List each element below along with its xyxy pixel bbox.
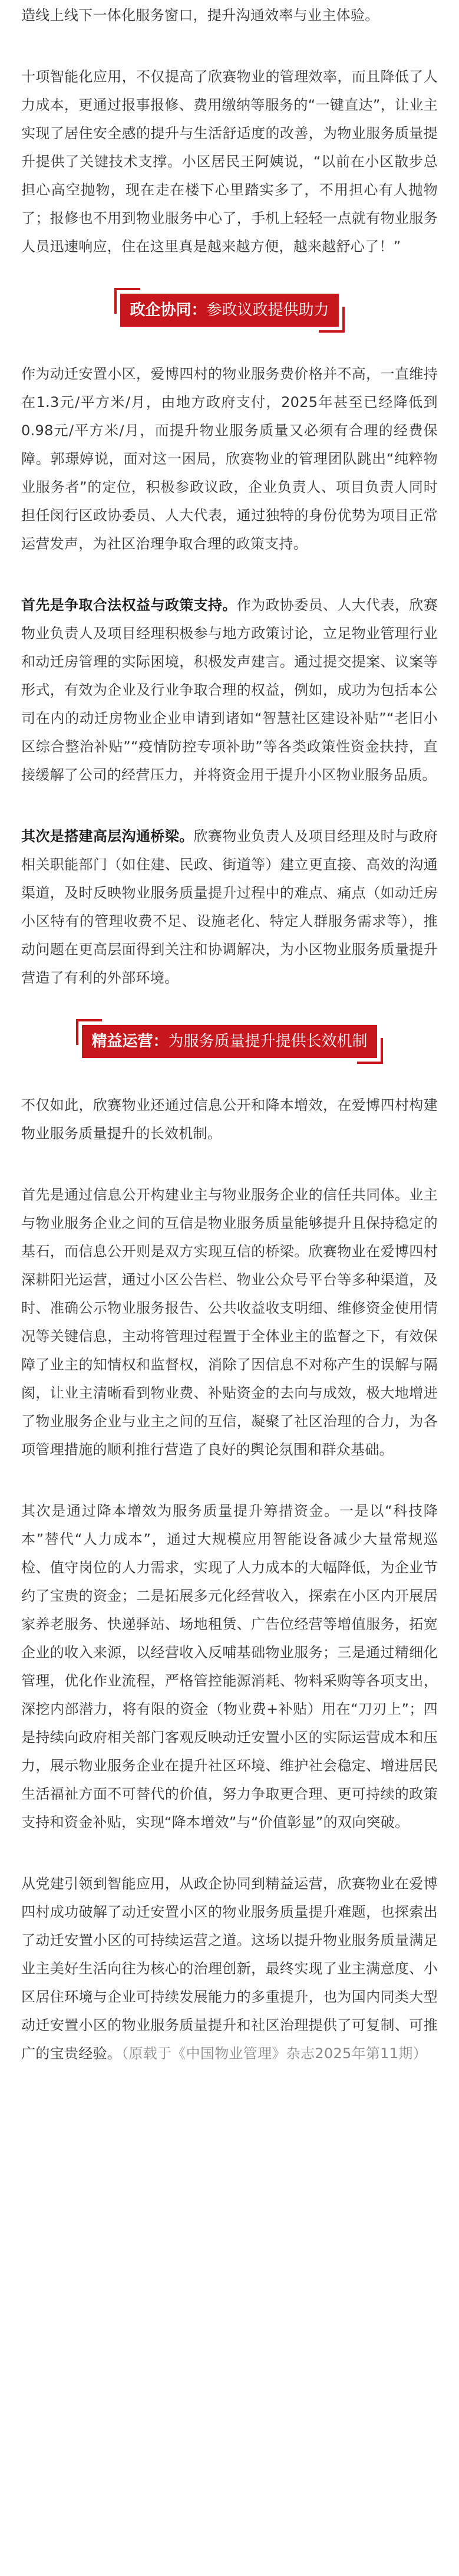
paragraph-information-disclosure: 首先是通过信息公开构建业主与物业服务企业的信任共同体。业主与物业服务企业之间的互信是物业服务质量能够提升且保持稳定的基石，而信息公开则是双方实现互信的桥梁。欣赛物业在爱博四村深耕阳光运营，通过小区公告栏、物业公众号平台等多种渠道，及时、准确公示物业服务报告、公共收益收支明细、维修资金使用情况等关键信息，主动将管理过程置于全体业主的监督之下，有效保障了业主的知情权和监督权，消除了因信息不对称产生的误解与隔阂，让业主清晰看到物业费、补贴资金的去向与成效，极大地增进了物业服务企业与业主之间的互信，凝聚了社区治理的合力，为各项管理措施的顺利推行营造了良好的舆论氛围和群众基础。 [21, 1187, 438, 1458]
paragraph-policy-support [21, 591, 438, 789]
paragraph-fee-challenge: 作为动迁安置小区，爱博四村的物业服务费价格并不高，一直维持在1.3元/平方米/月，由地方政府支付，2025年甚至已经降低到0.98元/平方米/月，而提升物业服务质量又必须有合理的经费保障。郭璟婷说，面对这一困局，欣赛物业的管理团队跳出“纯粹物业服务者”的定位，积极参政议政，企业负责人、项目负责人同时担任闵行区政协委员、人大代表，通过独特的身份优势为项目正常运营发声，为社区治理争取合理的政策支持。 [21, 366, 438, 552]
paragraph-cost-reduction: 其次是通过降本增效为服务质量提升筹措资金。一是以“科技降本”替代“人力成本”，通过大规模应用智能设备减少大量常规巡检、值守岗位的人力需求，实现了人力成本的大幅降低，为企业节约了宝贵的资金；二是拓展多元化经营收入，探索在小区内开展居家养老服务、快递驿站、场地租赁、广告位经营等增值服务，拓宽企业的收入来源，以经营收入反哺基础物业服务；三是通过精细化管理，优化作业流程，严格管控能源消耗、物料采购等各项支出，深挖内部潜力，将有限的资金（物业费+补贴）用在“刀刃上”；四是持续向政府相关部门客观反映动迁安置小区的实际运营成本和压力，展示物业服务企业在提升社区环境、维护社会稳定、增进居民生活福祉方面不可替代的价值，努力争取更合理、更可持续的政策支持和资金补贴，实现“降本增效”与“价值彰显”的双向突破。 [21, 1503, 438, 1831]
section-heading-label [82, 1025, 377, 1058]
paragraph-body-text: 欣赛物业负责人及项目经理及时与政府相关职能部门（如住建、民政、街道等）建立更直接、高效的沟通渠道，及时反映物业服务质量提升过程中的难点、痛点（如动迁房小区特有的管理收费不足、设施老化、特定人群服务需求等），推动问题在更高层面得到关注和协调解决，为小区物业服务质量提升营造了有利的外部环境。 [21, 828, 438, 986]
paragraph-long-term-mechanism: 不仅如此，欣赛物业还通过信息公开和降本增效，在爱博四村构建物业服务质量提升的长效机制。 [21, 1097, 438, 1142]
paragraph-body-text: 作为政协委员、人大代表，欣赛物业负责人及项目经理积极参与地方政策讨论，立足物业管理行业和动迁房管理的实际困境，积极发声建言。通过提交提案、议案等形式，有效为企业及行业争取合理的权益，例如，成功为包括本公司在内的动迁房物业企业申请到诸如“智慧社区建设补贴”“老旧小区综合整治补贴”“疫情防控专项补助”等各类政策性资金扶持，直接缓解了公司的经营压力，并将资金用于提升小区物业服务品质。 [21, 597, 438, 783]
paragraph-lead-bold: 首先是争取合法权益与政策支持。 [21, 597, 237, 613]
heading-prefix: 政企协同： [130, 301, 207, 319]
heading-prefix: 精益运营： [91, 1033, 169, 1050]
paragraph-communication-bridge [21, 822, 438, 992]
section-heading-label [120, 294, 338, 327]
section-heading-lean-operations [21, 1025, 438, 1058]
paragraph-lead-bold: 其次是搭建高层沟通桥梁。 [21, 828, 194, 845]
heading-text: 参政议政提供助力 [206, 301, 329, 319]
heading-text: 为服务质量提升提供长效机制 [168, 1033, 368, 1050]
paragraph-conclusion [21, 1869, 438, 2068]
paragraph-smart-apps: 十项智能化应用，不仅提高了欣赛物业的管理效率，而且降低了人力成本，更通过报事报修、费用缴纳等服务的“一键直达”，让业主实现了居住安全感的提升与生活舒适度的改善，为物业服务质量提升提供了关键技术支撑。小区居民王阿姨说，“以前在小区散步总担心高空抛物，现在走在楼下心里踏实多了，不用担心有人抛物了；报修也不用到物业服务中心了，手机上轻轻一点就有物业服务人员迅速响应，住在这里真是越来越方便，越来越舒心了！” [21, 68, 438, 255]
article-body [0, 1, 459, 2068]
source-note: （原载于《中国物业管理》杂志2025年第11期） [121, 2045, 427, 2062]
section-heading-government [21, 294, 438, 327]
paragraph-body-text: 从党建引领到智能应用，从政企协同到精益运营，欣赛物业在爱博四村成功破解了动迁安置小区的物业服务质量提升难题，也探索出了动迁安置小区的可持续运营之道。这场以提升物业服务质量满足业主美好生活向往为核心的治理创新，最终实现了业主满意度、小区居住环境与企业可持续发展能力的多重提升，也为国内同类大型动迁安置小区的物业服务质量提升和社区治理提供了可复制、可推广的宝贵经验。 [21, 1875, 438, 2062]
paragraph-intro-tail: 造线上线下一体化服务窗口，提升沟通效率与业主体验。 [21, 7, 379, 24]
